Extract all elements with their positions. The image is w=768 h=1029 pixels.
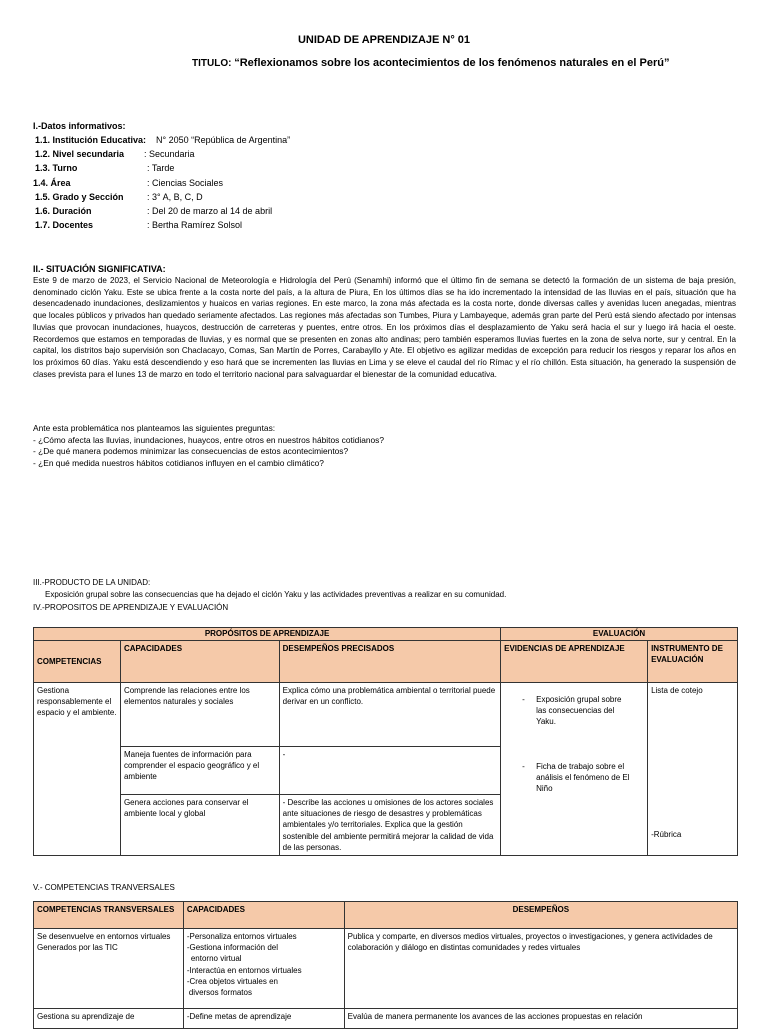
situacion-heading: II.- SITUACIÓN SIGNIFICATIVA:: [33, 264, 166, 274]
datos-row: [33, 161, 433, 175]
datos-row: [33, 204, 433, 218]
titulo-label: TITULO:: [192, 58, 235, 69]
transversales-heading: V.- COMPETENCIAS TRANVERSALES: [33, 883, 175, 892]
unit-title: UNIDAD DE APRENDIZAJE N° 01: [297, 34, 471, 46]
situacion-paragraph: Este 9 de marzo de 2023, el Servicio Nacional de Meteorología e Hidrología del Perú (Senamhi) informó que el último fin de semana se detectó la formación de un sistema de baja presión, denominado ciclón Yaku. Este se ubica frente a la costa norte del país, a la altura de Piura, En los últimos días se ha ido incrementado la intensidad de las lluvias en el país, situación que ha desencadenado inundaciones, deslizamientos y huaicos en varias regiones. En este marco, la zona más afectada es la costa norte, donde diversas calles y avenidas lucen anegadas, mientras que locales públicos y privados han quedado seriamente afectados. Las regiones más afectadas son Tumbes, Piura y Lambayeque, además gran parte del Perú está siendo afectado por intensas lluvias que provocan inundaciones, huaycos, destrucción de carreteras y puentes, entre otros. En los próximos días el desplazamiento de Yaku será hacia el sur y luego irá hacia el oeste. Recordemos que estamos en temporadas de lluvias, y es normal que se presenten en zonas alto andinas; pero también esperamos lluvias fuertes en la zona de selva norte, sur y central. En la capital, los distritos bajo supervisión son Chaclacayo, Comas, San Martín de Porres, Carabayllo y Ate. El objetivo es agilizar medidas de excepción para reducir los riesgos y reparar los años en los próximos 60 días. Yaku está descendiendo y eso hará que se incrementen las lluvias en Lima y se eleve el caudal del río Rímac y el río chillón. Esta situación, ha generado la suspensión de clases prevista para el lunes 13 de marzo en todo el territorio nacional para salvaguardar el bienestar de la comunidad educativa.: [33, 276, 736, 379]
capacidad-line: -Personaliza entornos virtuales: [186, 932, 297, 941]
competencia-cell: Gestiona responsablemente el espacio y el ambiente.: [34, 683, 121, 856]
datos-value: : Bertha Ramírez Solsol: [147, 220, 243, 231]
producto-heading: III.-PRODUCTO DE LA UNIDAD:: [33, 578, 151, 587]
datos-row: [33, 190, 433, 204]
desempeno-cell: Publica y comparte, en diversos medios virtuales, proyectos o investigaciones, y genera actividades de colaboración y diálogo en distintas comunidades y redes virtuales: [344, 929, 737, 1009]
header-evaluacion: EVALUACIÓN: [501, 628, 738, 641]
desempeno-cell: Evalúa de manera permanente los avances de las acciones propuestas en relación: [344, 1009, 737, 1029]
header-desempenos: DESEMPEÑOS: [344, 902, 737, 929]
datos-key: 1.6. Duración: [35, 205, 92, 216]
desempeno-cell: -: [279, 747, 500, 795]
instrumento-cell: [648, 683, 738, 856]
header-evidencias: EVIDENCIAS DE APRENDIZAJE: [501, 641, 648, 683]
datos-value: N° 2050 “República de Argentina”: [156, 135, 291, 145]
header-comp-transversales: COMPETENCIAS TRANSVERSALES: [34, 902, 184, 929]
question-item: - ¿En qué medida nuestros hábitos cotidianos influyen en el cambio climático?: [33, 457, 324, 468]
datos-value: : Del 20 de marzo al 14 de abril: [147, 205, 273, 216]
questions-block: [33, 423, 733, 469]
header-instrumento: INSTRUMENTO DE EVALUACIÓN: [648, 641, 738, 683]
header-competencias: COMPETENCIAS: [34, 641, 121, 683]
desempeno-cell: - Describe las acciones u omisiones de los actores sociales ante situaciones de riesgo de desastres y problemáticas ambientales y/o territoriales. Explica que la gestión sostenible del ambiente permitirá mejorar la calidad de vida de las personas.: [279, 795, 500, 856]
questions-intro: Ante esta problemática nos planteamos las siguientes preguntas:: [33, 423, 276, 433]
producto-text: Exposición grupal sobre las consecuencias que ha dejado el ciclón Yaku y las actividades preventivas a realizar en su comunidad.: [45, 590, 507, 599]
instrumento-lista: Lista de cotejo: [651, 686, 703, 695]
datos-key: 1.1. Institución Educativa:: [35, 135, 147, 145]
capacidad-line: entorno virtual: [190, 954, 242, 964]
header-capacidades: CAPACIDADES: [120, 641, 279, 683]
capacidad-cell: Comprende las relaciones entre los elementos naturales y sociales: [120, 683, 279, 747]
datos-key: 1.2. Nivel secundaria: [35, 149, 125, 160]
competencia-cell: Se desenvuelve en entornos virtuales Generados por las TIC: [34, 929, 184, 1009]
capacidades-cell: [183, 929, 344, 1009]
capacidad-cell: Genera acciones para conservar el ambiente local y global: [120, 795, 279, 856]
evidencia-item: - Ficha de trabajo sobre el análisis el fenómeno de El Niño: [522, 761, 632, 795]
capacidad-line: -Interactúa en entornos virtuales: [186, 965, 302, 975]
instrumento-rubrica: -Rúbrica: [651, 830, 682, 839]
capacidad-cell: Maneja fuentes de información para comprender el espacio geográfico y el ambiente: [120, 747, 279, 795]
datos-value: : Ciencias Sociales: [147, 177, 224, 188]
capacidad-line: -Crea objetos virtuales en: [186, 976, 278, 986]
datos-value: : Tarde: [147, 163, 175, 174]
datos-row: [33, 147, 433, 161]
datos-row: [33, 218, 433, 232]
header-propositos: PROPÓSITOS DE APRENDIZAJE: [34, 628, 501, 641]
datos-list: [33, 133, 433, 232]
datos-key: 1.4. Área: [33, 177, 71, 188]
question-item: - ¿De qué manera podemos minimizar las consecuencias de estos acontecimientos?: [33, 446, 349, 457]
capacidad-line: -Gestiona información del: [186, 943, 278, 953]
question-item: - ¿Cómo afecta las lluvias, inundaciones, huaycos, entre otros en nuestros hábitos cotidianos?: [33, 434, 385, 445]
datos-key: 1.3. Turno: [35, 163, 78, 174]
propositos-heading: IV.-PROPOSITOS DE APRENDIZAJE Y EVALUACIÓN: [33, 603, 229, 612]
datos-heading: I.-Datos informativos:: [33, 121, 126, 131]
document-subtitle: [192, 57, 669, 69]
capacidad-cell: -Define metas de aprendizaje: [183, 1009, 344, 1029]
datos-value: : 3° A, B, C, D: [147, 191, 203, 202]
desempeno-cell: Explica cómo una problemática ambiental o territorial puede derivar en un conflicto.: [279, 683, 500, 747]
evidencias-cell: [501, 683, 648, 856]
propositos-table: [33, 627, 738, 856]
titulo-text: “Reflexionamos sobre los acontecimientos de los fenómenos naturales en el Perú”: [234, 57, 670, 69]
header-capacidades: CAPACIDADES: [183, 902, 344, 929]
datos-key: 1.7. Docentes: [35, 220, 94, 231]
datos-row: [33, 176, 433, 190]
datos-key: 1.5. Grado y Sección: [35, 191, 124, 202]
capacidad-line: diversos formatos: [188, 988, 252, 998]
transversales-table: [33, 901, 738, 1029]
competencia-cell: Gestiona su aprendizaje de: [34, 1009, 184, 1029]
header-desempenos: DESEMPEÑOS PRECISADOS: [279, 641, 500, 683]
evidencia-item: - Exposición grupal sobre las consecuencias del Yaku.: [522, 694, 632, 728]
datos-value: : Secundaria: [144, 149, 195, 160]
datos-row: [33, 133, 433, 147]
